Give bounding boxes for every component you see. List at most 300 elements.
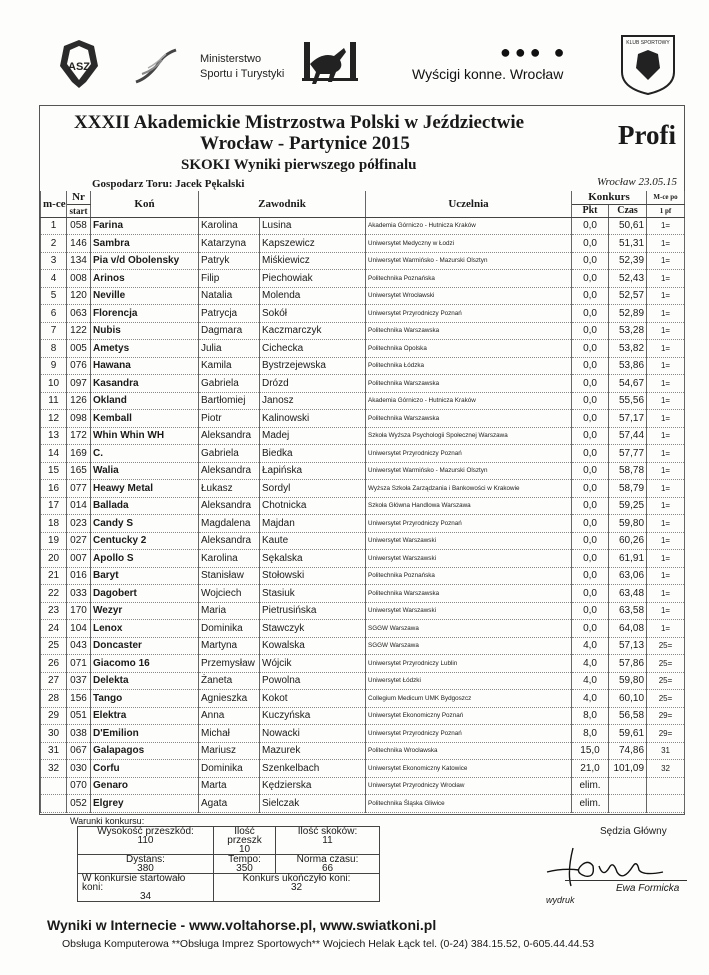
rider-first-cell: Filip <box>199 270 260 288</box>
rider-last-cell: Powolna <box>260 672 366 690</box>
place-cell: 7 <box>41 322 67 340</box>
pkt-cell: 15,0 <box>572 742 609 760</box>
nr-cell: 146 <box>67 235 91 253</box>
horse-cell: Kasandra <box>91 375 199 393</box>
place-cell: 21 <box>41 567 67 585</box>
pkt-cell: 0,0 <box>572 322 609 340</box>
czas-cell: 52,39 <box>609 252 647 270</box>
mce-po-cell <box>647 777 685 795</box>
table-row <box>41 217 685 235</box>
rider-last-cell: Stasiuk <box>260 585 366 603</box>
signature-line <box>565 880 687 881</box>
nr-cell: 172 <box>67 427 91 445</box>
table-row <box>41 375 685 393</box>
conditions-table <box>77 826 380 902</box>
table-row <box>41 567 685 585</box>
height-value: 110 <box>137 835 154 846</box>
table-row <box>41 532 685 550</box>
uni-cell: Politechnika Poznańska <box>366 567 572 585</box>
asz-logo-text: ASZ <box>68 61 90 73</box>
conditions-label: Warunki konkursu: <box>70 816 145 826</box>
jumps-label: Ilość skoków: <box>297 826 358 837</box>
place-cell: 31 <box>41 742 67 760</box>
uni-cell: Uniwersytet Ekonomiczny Katowice <box>366 760 572 778</box>
finished-value: 32 <box>290 882 303 893</box>
ministry-line2: Sportu i Turystyki <box>200 68 285 80</box>
uni-cell: Politechnika Łódzka <box>366 357 572 375</box>
height-label: Wysokość przeszkód: <box>97 826 194 837</box>
pkt-cell: 0,0 <box>572 235 609 253</box>
uni-cell: Politechnika Warszawska <box>366 322 572 340</box>
mce-po-cell: 29= <box>647 707 685 725</box>
place-cell: 22 <box>41 585 67 603</box>
mce-po-cell: 1= <box>647 235 685 253</box>
nr-cell: 156 <box>67 690 91 708</box>
rider-last-cell: Sokół <box>260 305 366 323</box>
table-row <box>41 655 685 673</box>
asz-logo <box>52 36 106 92</box>
nr-cell: 051 <box>67 707 91 725</box>
table-row <box>41 357 685 375</box>
results-table <box>40 191 685 813</box>
uni-cell: Collegium Medicum UMK Bydgoszcz <box>366 690 572 708</box>
horse-jump-logo <box>300 38 360 98</box>
horse-cell: Ballada <box>91 497 199 515</box>
czas-cell: 60,26 <box>609 532 647 550</box>
ministry-line1: Ministerstwo <box>200 53 262 65</box>
place-cell: 13 <box>41 427 67 445</box>
czas-cell: 58,79 <box>609 480 647 498</box>
pkt-cell: 0,0 <box>572 497 609 515</box>
rider-first-cell: Magdalena <box>199 515 260 533</box>
rider-last-cell: Łapińska <box>260 462 366 480</box>
place-cell: 8 <box>41 340 67 358</box>
horse-cell: Walia <box>91 462 199 480</box>
nr-cell: 098 <box>67 410 91 428</box>
nr-cell: 027 <box>67 532 91 550</box>
pkt-cell: 0,0 <box>572 410 609 428</box>
place-cell: 3 <box>41 252 67 270</box>
table-row <box>41 462 685 480</box>
nr-cell: 016 <box>67 567 91 585</box>
pkt-cell: elim. <box>572 795 609 813</box>
place-cell: 15 <box>41 462 67 480</box>
nr-cell: 077 <box>67 480 91 498</box>
event-location: Wrocław - Partynice 2015 <box>200 133 410 154</box>
rider-first-cell: Patryk <box>199 252 260 270</box>
czas-cell: 52,57 <box>609 287 647 305</box>
mce-po-cell: 1= <box>647 445 685 463</box>
mce-po-cell: 25= <box>647 655 685 673</box>
horse-cell: Arinos <box>91 270 199 288</box>
rider-first-cell: Anna <box>199 707 260 725</box>
rider-first-cell: Agnieszka <box>199 690 260 708</box>
czas-cell: 59,80 <box>609 515 647 533</box>
rider-last-cell: Drózd <box>260 375 366 393</box>
pkt-cell: 0,0 <box>572 287 609 305</box>
horse-cell: Sambra <box>91 235 199 253</box>
place-cell: 5 <box>41 287 67 305</box>
horse-cell: Candy S <box>91 515 199 533</box>
mce-po-cell: 1= <box>647 532 685 550</box>
mce-po-cell: 1= <box>647 340 685 358</box>
rider-last-cell: Mazurek <box>260 742 366 760</box>
rider-first-cell: Maria <box>199 602 260 620</box>
rider-last-cell: Kuczyńska <box>260 707 366 725</box>
horse-cell: Galapagos <box>91 742 199 760</box>
pkt-cell: 0,0 <box>572 585 609 603</box>
mce-po-cell: 25= <box>647 672 685 690</box>
horse-cell: Centucky 2 <box>91 532 199 550</box>
czas-cell: 53,82 <box>609 340 647 358</box>
rider-last-cell: Chotnicka <box>260 497 366 515</box>
rider-last-cell: Kapszewicz <box>260 235 366 253</box>
czas-cell: 52,89 <box>609 305 647 323</box>
place-cell: 16 <box>41 480 67 498</box>
mce-po-cell: 1= <box>647 375 685 393</box>
course-builder: Gospodarz Toru: Jacek Pękalski <box>92 178 245 190</box>
czas-cell: 58,78 <box>609 462 647 480</box>
mce-po-cell: 1= <box>647 480 685 498</box>
tempo-value: 350 <box>236 863 253 874</box>
uni-cell: SGGW Warszawa <box>366 620 572 638</box>
judge-name: Ewa Formicka <box>616 883 680 894</box>
pkt-cell: 0,0 <box>572 340 609 358</box>
uni-cell: Uniwersytet Przyrodniczy Poznań <box>366 305 572 323</box>
pkt-cell: 4,0 <box>572 637 609 655</box>
uni-cell: Politechnika Warszawska <box>366 585 572 603</box>
uni-cell: Politechnika Warszawska <box>366 375 572 393</box>
nr-cell: 165 <box>67 462 91 480</box>
uni-cell: Uniwersytet Ekonomiczny Poznań <box>366 707 572 725</box>
nr-cell: 104 <box>67 620 91 638</box>
czas-cell: 57,17 <box>609 410 647 428</box>
uni-cell: Uniwersytet Warszawski <box>366 550 572 568</box>
print-label: wydruk <box>546 895 575 905</box>
ministry-text <box>200 52 284 82</box>
czas-cell: 57,44 <box>609 427 647 445</box>
table-row <box>41 410 685 428</box>
pkt-cell: 0,0 <box>572 270 609 288</box>
rider-first-cell: Bartłomiej <box>199 392 260 410</box>
pkt-cell: 0,0 <box>572 305 609 323</box>
rider-first-cell: Gabriela <box>199 445 260 463</box>
table-row <box>41 480 685 498</box>
uni-cell: Szkoła Wyższa Psychologii Społecznej Warszawa <box>366 427 572 445</box>
nr-cell: 063 <box>67 305 91 323</box>
rider-last-cell: Wójcik <box>260 655 366 673</box>
pkt-cell: 0,0 <box>572 515 609 533</box>
mce-po-cell: 25= <box>647 690 685 708</box>
started-label: W konkursie startowało koni: <box>82 873 186 893</box>
rider-last-cell: Sękalska <box>260 550 366 568</box>
pkt-cell: elim. <box>572 777 609 795</box>
mce-po-cell: 1= <box>647 217 685 235</box>
nr-cell: 067 <box>67 742 91 760</box>
started-value: 34 <box>139 891 152 902</box>
rider-last-cell: Kokot <box>260 690 366 708</box>
mce-po-cell: 1= <box>647 462 685 480</box>
rider-last-cell: Szenkelbach <box>260 760 366 778</box>
uni-cell: Uniwersytet Przyrodniczy Poznań <box>366 445 572 463</box>
rider-first-cell: Dominika <box>199 620 260 638</box>
distance-label: Dystans: <box>126 854 165 865</box>
mce-po-cell: 32 <box>647 760 685 778</box>
nr-cell: 043 <box>67 637 91 655</box>
place-cell: 10 <box>41 375 67 393</box>
rider-first-cell: Żaneta <box>199 672 260 690</box>
nr-cell: 033 <box>67 585 91 603</box>
rider-first-cell: Katarzyna <box>199 235 260 253</box>
pkt-cell: 0,0 <box>572 462 609 480</box>
table-row <box>41 322 685 340</box>
uni-cell: Uniwersytet Warszawski <box>366 532 572 550</box>
rider-last-cell: Madej <box>260 427 366 445</box>
horse-cell: Lenox <box>91 620 199 638</box>
horse-cell: Okland <box>91 392 199 410</box>
horse-cell: Kemball <box>91 410 199 428</box>
uni-cell: Uniwersytet Przyrodniczy Poznań <box>366 515 572 533</box>
obstacles-label: Ilość przeszk <box>227 826 262 846</box>
nr-cell: 023 <box>67 515 91 533</box>
table-row <box>41 725 685 743</box>
rider-last-cell: Majdan <box>260 515 366 533</box>
rider-last-cell: Pietrusińska <box>260 602 366 620</box>
rider-first-cell: Dominika <box>199 760 260 778</box>
header-uni: Uczelnia <box>366 191 572 217</box>
uni-cell: Akademia Górniczo - Hutnicza Kraków <box>366 217 572 235</box>
obstacles-value: 10 <box>238 844 251 855</box>
nr-cell: 014 <box>67 497 91 515</box>
header-nr: Nr <box>67 191 91 204</box>
place-cell: 28 <box>41 690 67 708</box>
nr-cell: 007 <box>67 550 91 568</box>
table-row <box>41 427 685 445</box>
time-norm-label: Norma czasu: <box>296 854 359 865</box>
place-cell: 29 <box>41 707 67 725</box>
place-cell: 4 <box>41 270 67 288</box>
tempo-label: Tempo: <box>228 854 261 865</box>
mce-po-cell: 1= <box>647 602 685 620</box>
uni-cell: Politechnika Poznańska <box>366 270 572 288</box>
table-row <box>41 445 685 463</box>
pkt-cell: 8,0 <box>572 725 609 743</box>
table-row <box>41 777 685 795</box>
place-cell: 18 <box>41 515 67 533</box>
mce-po-cell: 1= <box>647 585 685 603</box>
header-konkurs: Konkurs <box>572 191 647 204</box>
horse-cell: C. <box>91 445 199 463</box>
nr-cell: 070 <box>67 777 91 795</box>
uni-cell: Uniwersytet Przyrodniczy Lublin <box>366 655 572 673</box>
mce-po-cell: 1= <box>647 410 685 428</box>
nr-cell: 058 <box>67 217 91 235</box>
table-row <box>41 550 685 568</box>
horse-cell: Whin Whin WH <box>91 427 199 445</box>
czas-cell: 55,56 <box>609 392 647 410</box>
pkt-cell: 0,0 <box>572 602 609 620</box>
uni-cell: Uniwersytet Warmińsko - Mazurski Olsztyn <box>366 462 572 480</box>
place-cell <box>41 777 67 795</box>
rider-first-cell: Przemysław <box>199 655 260 673</box>
czas-cell: 74,86 <box>609 742 647 760</box>
nr-cell: 076 <box>67 357 91 375</box>
horse-cell: Doncaster <box>91 637 199 655</box>
pkt-cell: 0,0 <box>572 532 609 550</box>
mce-po-cell: 1= <box>647 515 685 533</box>
header-horse: Koń <box>91 191 199 217</box>
czas-cell: 63,06 <box>609 567 647 585</box>
rider-last-cell: Bystrzejewska <box>260 357 366 375</box>
czas-cell: 57,86 <box>609 655 647 673</box>
finished-label: Konkurs ukończyło koni: <box>242 873 351 884</box>
rider-last-cell: Kowalska <box>260 637 366 655</box>
header-place: m-ce <box>41 191 67 217</box>
nr-cell: 008 <box>67 270 91 288</box>
table-row <box>41 392 685 410</box>
pkt-cell: 0,0 <box>572 620 609 638</box>
horse-cell: Apollo S <box>91 550 199 568</box>
horse-cell: Dagobert <box>91 585 199 603</box>
horse-cell: D'Emilion <box>91 725 199 743</box>
pkt-cell: 0,0 <box>572 252 609 270</box>
mce-po-cell: 1= <box>647 287 685 305</box>
place-cell: 30 <box>41 725 67 743</box>
rider-last-cell: Cichecka <box>260 340 366 358</box>
internet-results: Wyniki w Internecie - www.voltahorse.pl, www.swiatkoni.pl <box>47 917 437 933</box>
czas-cell: 59,61 <box>609 725 647 743</box>
place-cell: 27 <box>41 672 67 690</box>
uni-cell: Uniwersytet Medyczny w Łodzi <box>366 235 572 253</box>
rider-first-cell: Julia <box>199 340 260 358</box>
rider-first-cell: Stanisław <box>199 567 260 585</box>
table-row <box>41 252 685 270</box>
mce-po-cell: 1= <box>647 550 685 568</box>
rider-first-cell: Aleksandra <box>199 462 260 480</box>
table-row <box>41 497 685 515</box>
mce-po-cell: 25= <box>647 637 685 655</box>
rider-last-cell: Kalinowski <box>260 410 366 428</box>
nr-cell: 097 <box>67 375 91 393</box>
header-rider: Zawodnik <box>199 191 366 217</box>
mce-po-cell: 1= <box>647 392 685 410</box>
place-cell: 19 <box>41 532 67 550</box>
uni-cell: Akademia Górniczo - Hutnicza Kraków <box>366 392 572 410</box>
table-row <box>41 637 685 655</box>
horse-cell: Baryt <box>91 567 199 585</box>
distance-value: 380 <box>137 863 154 874</box>
rider-first-cell: Michał <box>199 725 260 743</box>
czas-cell: 56,58 <box>609 707 647 725</box>
event-title: XXXII Akademickie Mistrzostwa Polski w Jeździectwie <box>74 112 525 133</box>
mce-po-cell: 31 <box>647 742 685 760</box>
uni-cell: Politechnika Opolska <box>366 340 572 358</box>
place-cell: 26 <box>41 655 67 673</box>
pkt-cell: 0,0 <box>572 427 609 445</box>
czas-cell: 59,25 <box>609 497 647 515</box>
place-cell: 11 <box>41 392 67 410</box>
header-pkt: Pkt <box>572 204 609 217</box>
rider-first-cell: Patrycja <box>199 305 260 323</box>
czas-cell <box>609 795 647 813</box>
pkt-cell: 4,0 <box>572 690 609 708</box>
header-czas: Czas <box>609 204 647 217</box>
jumps-value: 11 <box>322 835 333 846</box>
rider-last-cell: Sordyl <box>260 480 366 498</box>
rider-first-cell: Wojciech <box>199 585 260 603</box>
ministry-logo <box>128 44 186 88</box>
header-start: start <box>67 204 91 217</box>
uni-cell: Uniwersytet Przyrodniczy Poznań <box>366 725 572 743</box>
header-mce-po: M-ce po <box>647 191 685 204</box>
pkt-cell: 0,0 <box>572 480 609 498</box>
horse-cell: Delekta <box>91 672 199 690</box>
pkt-cell: 0,0 <box>572 567 609 585</box>
czas-cell: 101,09 <box>609 760 647 778</box>
table-row <box>41 602 685 620</box>
table-row <box>41 620 685 638</box>
rider-last-cell: Lusina <box>260 217 366 235</box>
uni-cell: Wyższa Szkoła Zarządzania i Bankowości w Krakowie <box>366 480 572 498</box>
rider-first-cell: Aleksandra <box>199 427 260 445</box>
uni-cell: Uniwersytet Wrocławski <box>366 287 572 305</box>
table-row <box>41 515 685 533</box>
czas-cell: 64,08 <box>609 620 647 638</box>
rider-first-cell: Karolina <box>199 217 260 235</box>
race-org-name: Wyścigi konne. Wrocław <box>412 66 564 82</box>
rider-first-cell: Kamila <box>199 357 260 375</box>
czas-cell: 57,13 <box>609 637 647 655</box>
table-row <box>41 235 685 253</box>
rider-last-cell: Molenda <box>260 287 366 305</box>
mce-po-cell: 1= <box>647 322 685 340</box>
table-row <box>41 305 685 323</box>
mce-po-cell: 1= <box>647 620 685 638</box>
horse-cell: Nubis <box>91 322 199 340</box>
nr-cell: 030 <box>67 760 91 778</box>
czas-cell: 60,10 <box>609 690 647 708</box>
mce-po-cell: 1= <box>647 305 685 323</box>
nr-cell: 169 <box>67 445 91 463</box>
table-row <box>41 690 685 708</box>
pkt-cell: 0,0 <box>572 217 609 235</box>
czas-cell: 53,86 <box>609 357 647 375</box>
place-cell: 17 <box>41 497 67 515</box>
table-row <box>41 707 685 725</box>
horse-cell: Neville <box>91 287 199 305</box>
mce-po-cell <box>647 795 685 813</box>
horse-cell: Ametys <box>91 340 199 358</box>
nr-cell: 122 <box>67 322 91 340</box>
horse-cell: Hawana <box>91 357 199 375</box>
place-cell: 2 <box>41 235 67 253</box>
rider-first-cell: Natalia <box>199 287 260 305</box>
uni-cell: Politechnika Śląska Gliwice <box>366 795 572 813</box>
rider-last-cell: Kaczmarczyk <box>260 322 366 340</box>
rider-first-cell: Marta <box>199 777 260 795</box>
uni-cell: Uniwersytet Przyrodniczy Wrocław <box>366 777 572 795</box>
results-subtitle: SKOKI Wyniki pierwszego półfinalu <box>181 157 417 173</box>
svg-text:KLUB SPORTOWY: KLUB SPORTOWY <box>626 40 670 46</box>
table-row <box>41 340 685 358</box>
uni-cell: Politechnika Wrocławska <box>366 742 572 760</box>
nr-cell: 038 <box>67 725 91 743</box>
rider-first-cell: Martyna <box>199 637 260 655</box>
uni-cell: Uniwersytet Warmińsko - Mazurski Olsztyn <box>366 252 572 270</box>
uni-cell: SGGW Warszawa <box>366 637 572 655</box>
category-label: Profi <box>618 120 676 150</box>
mce-po-cell: 1= <box>647 252 685 270</box>
